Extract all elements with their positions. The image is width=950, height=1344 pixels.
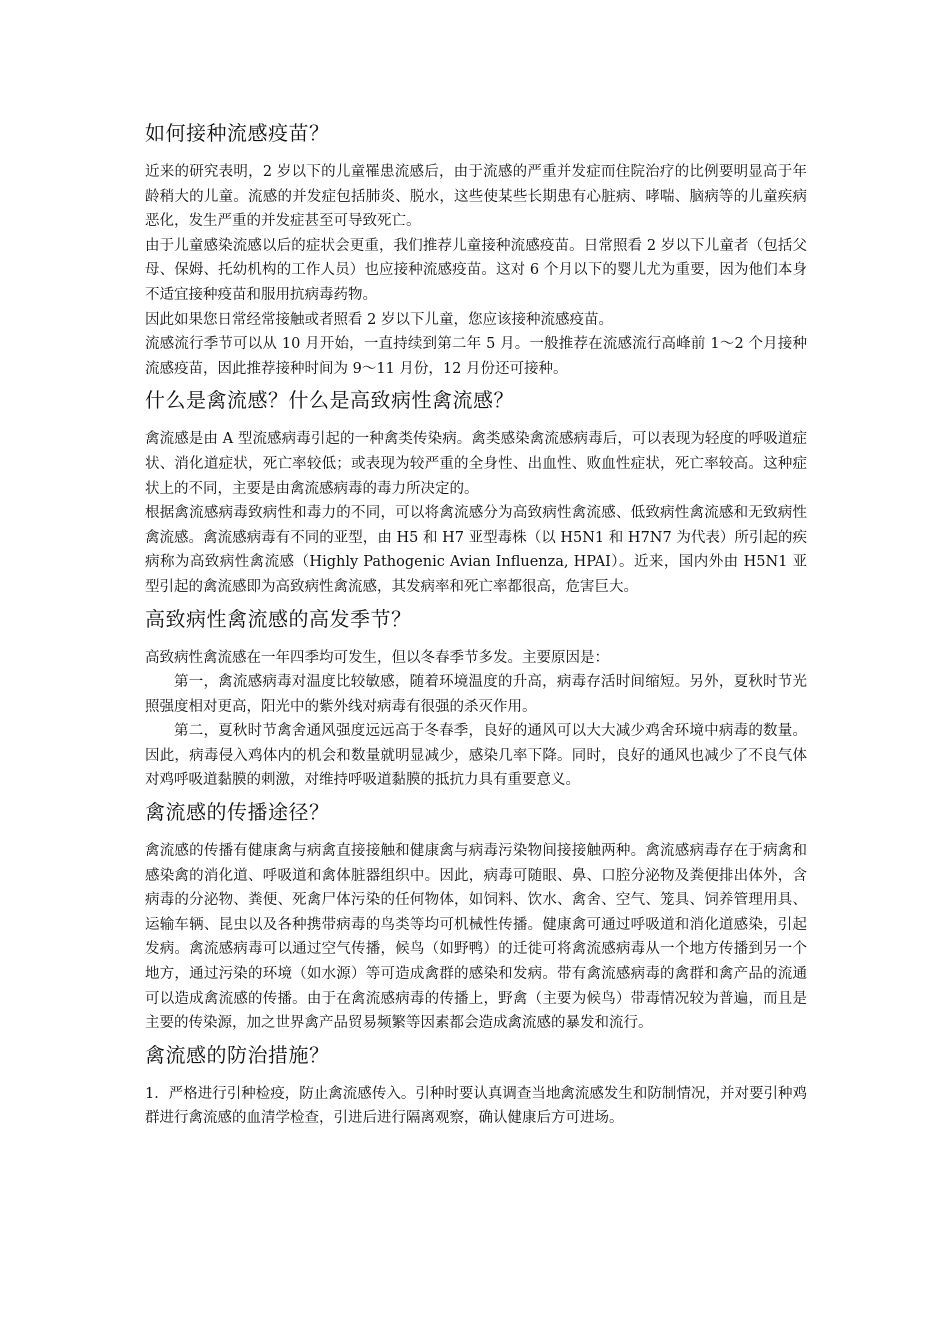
paragraph: 流感流行季节可以从 10 月开始，一直持续到第二年 5 月。一般推荐在流感流行高峰前 1～2 个月接种流感疫苗，因此推荐接种时间为 9～11 月份，12 月份还可接种。 <box>145 336 807 377</box>
paragraph: 第一，禽流感病毒对温度比较敏感，随着环境温度的升高，病毒存活时间缩短。另外，夏秋时节光照强度相对更高，阳光中的紫外线对病毒有很强的杀灭作用。 <box>145 674 807 715</box>
paragraph: 禽流感的传播有健康禽与病禽直接接触和健康禽与病毒污染物间接接触两种。禽流感病毒存在于病禽和感染禽的消化道、呼吸道和禽体脏器组织中。因此，病毒可随眼、鼻、口腔分泌物及粪便排出体外，含病毒的分泌物、粪便、死禽尸体污染的任何物体，如饲料、饮水、禽舍、空气、笼具、饲养管理用具、运输车辆、昆虫以及各种携带病毒的鸟类等均可机械性传播。健康禽可通过呼吸道和消化道感染，引起发病。禽流感病毒可以通过空气传播，候鸟（如野鸭）的迁徙可将禽流感病毒从一个地方传播到另一个地方，通过污染的环境（如水源）等可造成禽群的感染和发病。带有禽流感病毒的禽群和禽产品的流通可以造成禽流感的传播。由于在禽流感病毒的传播上，野禽（主要为候鸟）带毒情况较为普遍，而且是主要的传染源，加之世界禽产品贸易频繁等因素都会造成禽流感的暴发和流行。 <box>145 843 807 1032</box>
section-prevention <box>145 1040 807 1131</box>
paragraph: 因此如果您日常经常接触或者照看 2 岁以下儿童，您应该接种流感疫苗。 <box>145 311 613 328</box>
section-heading: 高致病性禽流感的高发季节？ <box>145 606 412 631</box>
section-heading: 如何接种流感疫苗？ <box>145 121 330 145</box>
section-heading: 禽流感的防治措施？ <box>145 1042 330 1067</box>
section-transmission <box>145 797 807 1036</box>
paragraph: 禽流感是由 A 型流感病毒引起的一种禽类传染病。禽类感染禽流感病毒后，可以表现为轻度的呼吸道症状、消化道症状，死亡率较低；或表现为较严重的全身性、出血性、败血性症状，死亡率较高。这种症状上的不同，主要是由禽流感病毒的毒力所决定的。 <box>145 431 807 497</box>
paragraph: 根据禽流感病毒致病性和毒力的不同，可以将禽流感分为高致病性禽流感、低致病性禽流感和无致病性禽流感。禽流感病毒有不同的亚型，由 H5 和 H7 亚型毒株（以 H5N1 和 H7N7 为代表）所引起的疾病称为高致病性禽流感（Highly Pathogenic Avian Influenza, HPAI）。近来，国内外由 H5N1 亚型引起的禽流感即为高致病性禽流感，其发病率和死亡率都很高，危害巨大。 <box>145 505 807 595</box>
document-page <box>145 118 807 1131</box>
section-flu-vaccine <box>145 118 807 381</box>
section-heading: 什么是禽流感？什么是高致病性禽流感？ <box>145 388 514 413</box>
section-high-season <box>145 604 807 794</box>
section-heading: 禽流感的传播途径？ <box>145 800 330 825</box>
section-avian-flu-definition <box>145 385 807 599</box>
paragraph: 1．严格进行引种检疫，防止禽流感传入。引种时要认真调查当地禽流感发生和防制情况，并对要引种鸡群进行禽流感的血清学检查，引进后进行隔离观察，确认健康后方可进场。 <box>145 1085 807 1127</box>
paragraph: 近来的研究表明，2 岁以下的儿童罹患流感后，由于流感的严重并发症而住院治疗的比例要明显高于年龄稍大的儿童。流感的并发症包括肺炎、脱水，这些使某些长期患有心脏病、哮喘、脑病等的儿童疾病恶化，发生严重的并发症甚至可导致死亡。 <box>145 164 807 230</box>
paragraph: 高致病性禽流感在一年四季均可发生，但以冬春季节多发。主要原因是： <box>145 649 609 666</box>
paragraph: 第二，夏秋时节禽舍通风强度远远高于冬春季，良好的通风可以大大减少鸡舍环境中病毒的数量。因此，病毒侵入鸡体内的机会和数量就明显减少，感染几率下降。同时，良好的通风也减少了不良气体对鸡呼吸道黏膜的刺激，对维持呼吸道黏膜的抵抗力具有重要意义。 <box>145 723 807 789</box>
paragraph: 由于儿童感染流感以后的症状会更重，我们推荐儿童接种流感疫苗。日常照看 2 岁以下儿童者（包括父母、保姆、托幼机构的工作人员）也应接种流感疫苗。这对 6 个月以下的婴儿尤为重要，因为他们本身不适宜接种疫苗和服用抗病毒药物。 <box>145 237 807 303</box>
